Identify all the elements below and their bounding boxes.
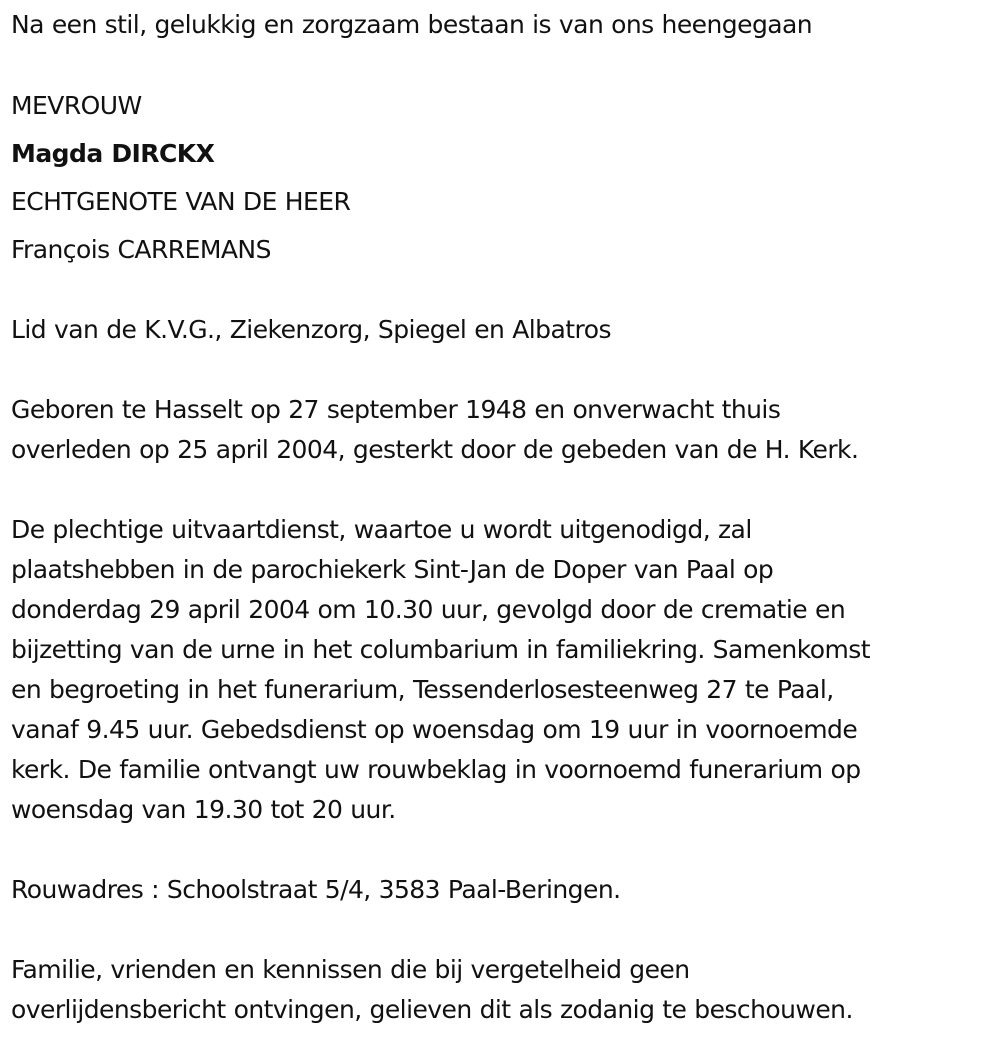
birth-death-line-2: overleden op 25 april 2004, gesterkt door de gebeden van de H. Kerk. — [11, 435, 859, 464]
spouse-name: François CARREMANS — [11, 235, 271, 264]
funeral-line-7: kerk. De familie ontvangt uw rouwbeklag in voornoemd funerarium op — [11, 755, 861, 784]
intro-text: Na een stil, gelukkig en zorgzaam bestaan is van ons heengegaan — [11, 10, 813, 39]
funeral-line-1: De plechtige uitvaartdienst, waartoe u wordt uitgenodigd, zal — [11, 515, 752, 544]
funeral-line-5: en begroeting in het funerarium, Tessenderlosesteenweg 27 te Paal, — [11, 675, 834, 704]
funeral-line-6: vanaf 9.45 uur. Gebedsdienst op woensdag om 19 uur in voornoemde — [11, 715, 858, 744]
birth-death-line-1: Geboren te Hasselt op 27 september 1948 en onverwacht thuis — [11, 395, 781, 424]
mourning-address: Rouwadres : Schoolstraat 5/4, 3583 Paal-Beringen. — [11, 875, 621, 904]
relation-text: ECHTGENOTE VAN DE HEER — [11, 187, 351, 216]
funeral-line-4: bijzetting van de urne in het columbarium in familiekring. Samenkomst — [11, 635, 871, 664]
closing-line-2: overlijdensbericht ontvingen, gelieven dit als zodanig te beschouwen. — [11, 995, 853, 1024]
deceased-name: Magda DIRCKX — [11, 139, 215, 168]
closing-line-1: Familie, vrienden en kennissen die bij vergetelheid geen — [11, 955, 690, 984]
funeral-line-2: plaatshebben in de parochiekerk Sint-Jan de Doper van Paal op — [11, 555, 774, 584]
title-text: MEVROUW — [11, 91, 142, 120]
membership-text: Lid van de K.V.G., Ziekenzorg, Spiegel en Albatros — [11, 315, 611, 344]
funeral-line-3: donderdag 29 april 2004 om 10.30 uur, gevolgd door de crematie en — [11, 595, 846, 624]
funeral-line-8: woensdag van 19.30 tot 20 uur. — [11, 795, 396, 824]
